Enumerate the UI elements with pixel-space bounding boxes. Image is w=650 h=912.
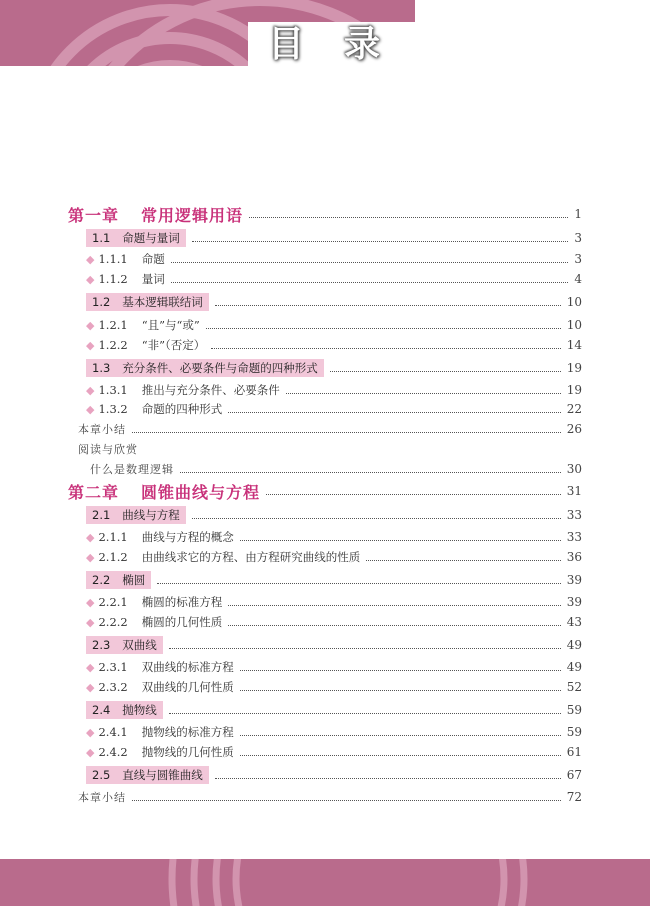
subsection-number: 2.3.1 — [98, 660, 128, 674]
page-number: 22 — [566, 402, 582, 416]
leader-dots — [249, 217, 568, 218]
page-title — [248, 22, 415, 66]
subsection-title: 椭圆的几何性质 — [141, 615, 223, 629]
section-title: 曲线与方程 — [122, 508, 180, 522]
page-number: 33 — [566, 530, 582, 544]
leader-dots — [240, 755, 561, 756]
leader-dots — [171, 282, 569, 283]
toc-subsection-2-2-1[interactable] — [86, 593, 582, 611]
toc-section-2-5[interactable] — [86, 766, 582, 784]
toc-subsection-1-1-1[interactable] — [86, 250, 582, 268]
reading-heading: 阅读与欣赏 — [78, 443, 138, 456]
toc-section-2-1[interactable] — [86, 506, 582, 524]
subsection-title: 双曲线的几何性质 — [141, 680, 234, 694]
subsection-title: 由曲线求它的方程、由方程研究曲线的性质 — [141, 550, 361, 564]
subsection-title: 命题的四种形式 — [141, 402, 223, 416]
section-number: 2.5 — [92, 768, 111, 782]
leader-dots — [192, 518, 561, 519]
leader-dots — [215, 778, 561, 779]
subsection-number: 2.2.2 — [98, 615, 128, 629]
subsection-title: 推出与充分条件、必要条件 — [141, 383, 280, 397]
reading-item-title: 什么是数理逻辑 — [90, 463, 174, 476]
diamond-bullet-icon: ◆ — [86, 338, 95, 352]
page-number: 52 — [566, 680, 582, 694]
diamond-bullet-icon: ◆ — [86, 402, 95, 416]
diamond-bullet-icon: ◆ — [86, 550, 95, 564]
section-number: 1.2 — [92, 295, 111, 309]
page-number: 43 — [566, 615, 582, 629]
title-char-1: 目 — [268, 24, 305, 65]
toc-section-1-1[interactable] — [86, 229, 582, 247]
page-number: 19 — [566, 361, 582, 375]
section-title: 抛物线 — [122, 703, 157, 717]
page-number: 31 — [566, 484, 582, 498]
toc-subsection-2-1-1[interactable] — [86, 528, 582, 546]
subsection-number: 1.1.1 — [98, 252, 128, 266]
page-number: 4 — [574, 272, 582, 286]
diamond-bullet-icon: ◆ — [86, 660, 95, 674]
leader-dots — [215, 305, 561, 306]
toc-subsection-1-1-2[interactable] — [86, 270, 582, 288]
subsection-number: 2.1.1 — [98, 530, 128, 544]
diamond-bullet-icon: ◆ — [86, 595, 95, 609]
leader-dots — [266, 494, 561, 495]
page-number: 30 — [566, 462, 582, 476]
leader-dots — [169, 713, 561, 714]
leader-dots — [240, 690, 561, 691]
summary-title: 本章小结 — [78, 423, 126, 436]
diamond-bullet-icon: ◆ — [86, 745, 95, 759]
toc-section-2-3[interactable] — [86, 636, 582, 654]
subsection-title: 椭圆的标准方程 — [141, 595, 223, 609]
section-number: 2.2 — [92, 573, 111, 587]
subsection-title: 抛物线的标准方程 — [141, 725, 234, 739]
diamond-bullet-icon: ◆ — [86, 383, 95, 397]
leader-dots — [132, 432, 561, 433]
chapter-title: 常用逻辑用语 — [141, 205, 244, 225]
toc-subsection-1-3-1[interactable] — [86, 381, 582, 399]
toc-section-1-3[interactable] — [86, 359, 582, 377]
section-number: 1.1 — [92, 231, 111, 245]
leader-dots — [286, 393, 561, 394]
page-number: 26 — [566, 422, 582, 436]
subsection-title: 双曲线的标准方程 — [141, 660, 234, 674]
page-number: 59 — [566, 725, 582, 739]
page-number: 49 — [566, 660, 582, 674]
subsection-title: 命题 — [141, 252, 165, 266]
toc-subsection-2-2-2[interactable] — [86, 613, 582, 631]
page-number: 72 — [566, 790, 582, 804]
diamond-bullet-icon: ◆ — [86, 725, 95, 739]
section-title: 双曲线 — [122, 638, 157, 652]
toc-chapter-2[interactable] — [68, 482, 582, 500]
page-number: 39 — [566, 595, 582, 609]
page-number: 59 — [566, 703, 582, 717]
page-number: 3 — [574, 231, 582, 245]
leader-dots — [228, 625, 560, 626]
page-number: 33 — [566, 508, 582, 522]
toc-chapter-2-summary[interactable] — [78, 788, 582, 806]
toc-chapter-1-reading — [78, 440, 582, 458]
toc-chapter-1[interactable] — [68, 205, 582, 223]
leader-dots — [171, 262, 569, 263]
section-number: 1.3 — [92, 361, 111, 375]
subsection-title: “非”（否定） — [141, 338, 206, 352]
section-number: 2.4 — [92, 703, 111, 717]
leader-dots — [157, 583, 560, 584]
diamond-bullet-icon: ◆ — [86, 530, 95, 544]
leader-dots — [240, 670, 561, 671]
chapter-title: 圆锥曲线与方程 — [141, 482, 261, 502]
page-number: 10 — [566, 318, 582, 332]
subsection-number: 1.1.2 — [98, 272, 128, 286]
page-number: 36 — [566, 550, 582, 564]
leader-dots — [192, 241, 569, 242]
subsection-number: 1.3.2 — [98, 402, 128, 416]
leader-dots — [180, 472, 561, 473]
toc-subsection-1-3-2[interactable] — [86, 400, 582, 418]
subsection-title: 曲线与方程的概念 — [141, 530, 234, 544]
diamond-bullet-icon: ◆ — [86, 318, 95, 332]
toc-subsection-2-3-1[interactable] — [86, 658, 582, 676]
page-number: 61 — [566, 745, 582, 759]
page-number: 67 — [566, 768, 582, 782]
diamond-bullet-icon: ◆ — [86, 272, 95, 286]
toc-subsection-2-3-2[interactable] — [86, 678, 582, 696]
subsection-number: 2.1.2 — [98, 550, 128, 564]
diamond-bullet-icon: ◆ — [86, 615, 95, 629]
toc-section-2-2[interactable] — [86, 571, 582, 589]
leader-dots — [169, 648, 561, 649]
leader-dots — [228, 412, 560, 413]
summary-title: 本章小结 — [78, 791, 126, 804]
leader-dots — [206, 328, 561, 329]
toc-section-1-2[interactable] — [86, 293, 582, 311]
toc-subsection-1-2-1[interactable] — [86, 316, 582, 334]
toc-subsection-2-4-2[interactable] — [86, 743, 582, 761]
section-title: 基本逻辑联结词 — [122, 295, 203, 309]
toc-subsection-2-1-2[interactable] — [86, 548, 582, 566]
toc-chapter-1-summary[interactable] — [78, 420, 582, 438]
diamond-bullet-icon: ◆ — [86, 680, 95, 694]
subsection-number: 2.2.1 — [98, 595, 128, 609]
leader-dots — [240, 735, 561, 736]
chapter-number: 第二章 — [68, 482, 120, 502]
leader-dots — [366, 560, 560, 561]
subsection-number: 1.2.1 — [98, 318, 128, 332]
leader-dots — [330, 371, 561, 372]
leader-dots — [132, 800, 561, 801]
subsection-number: 2.4.1 — [98, 725, 128, 739]
leader-dots — [228, 605, 560, 606]
page-number: 1 — [574, 207, 582, 221]
subsection-number: 2.4.2 — [98, 745, 128, 759]
section-number: 2.3 — [92, 638, 111, 652]
page-number: 39 — [566, 573, 582, 587]
diamond-bullet-icon: ◆ — [86, 252, 95, 266]
footer-decor-band — [0, 859, 650, 906]
subsection-title: 量词 — [141, 272, 165, 286]
section-title: 直线与圆锥曲线 — [122, 768, 203, 782]
section-number: 2.1 — [92, 508, 111, 522]
toc-section-2-4[interactable] — [86, 701, 582, 719]
chapter-number: 第一章 — [68, 205, 120, 225]
subsection-title: “且”与“或” — [141, 318, 200, 332]
page-number: 14 — [566, 338, 582, 352]
section-title: 充分条件、必要条件与命题的四种形式 — [122, 361, 318, 375]
subsection-number: 1.3.1 — [98, 383, 128, 397]
section-title: 命题与量词 — [122, 231, 180, 245]
page-number: 10 — [566, 295, 582, 309]
toc-chapter-1-reading-item[interactable] — [90, 460, 582, 478]
subsection-number: 1.2.2 — [98, 338, 128, 352]
leader-dots — [240, 540, 561, 541]
toc-subsection-1-2-2[interactable] — [86, 336, 582, 354]
section-title: 椭圆 — [122, 573, 146, 587]
subsection-title: 抛物线的几何性质 — [141, 745, 234, 759]
toc-subsection-2-4-1[interactable] — [86, 723, 582, 741]
page-number: 19 — [566, 383, 582, 397]
subsection-number: 2.3.2 — [98, 680, 128, 694]
arc-decoration-icon — [0, 859, 650, 906]
page-number: 49 — [566, 638, 582, 652]
leader-dots — [211, 348, 560, 349]
page-number: 3 — [574, 252, 582, 266]
title-char-2: 录 — [344, 24, 381, 65]
